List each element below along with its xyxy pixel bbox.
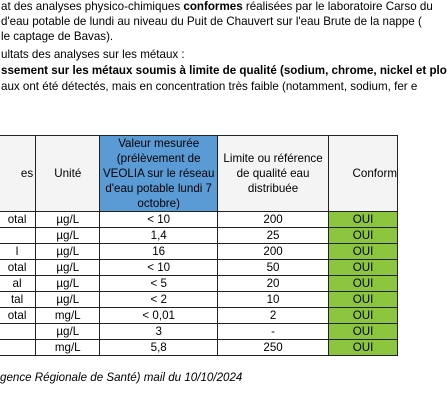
row-unit: µg/L <box>36 260 100 276</box>
intro-line-4: ultats des analyses sur les métaux : <box>1 48 185 61</box>
table-row <box>0 244 398 260</box>
row-limit: 200 <box>218 244 329 260</box>
row-unit: µg/L <box>36 244 100 260</box>
intro-line-5: ssement sur les métaux soumis à limite de qualité (sodium, chrome, nickel et plo <box>1 64 447 77</box>
row-unit: µg/L <box>36 292 100 308</box>
row-measured-value: 16 <box>100 244 218 260</box>
row-conform-badge: OUI <box>329 308 398 324</box>
row-parameter <box>0 228 36 244</box>
row-limit: 50 <box>218 260 329 276</box>
table-row <box>0 324 398 340</box>
row-limit: 250 <box>218 340 329 356</box>
row-limit: 10 <box>218 292 329 308</box>
intro-line-1 <box>1 0 433 14</box>
row-conform-badge: OUI <box>329 260 398 276</box>
row-unit: µg/L <box>36 212 100 228</box>
intro-line-6: aux ont été détectés, mais en concentration très faible (notamment, sodium, fer e <box>1 80 418 93</box>
table-row <box>0 340 398 356</box>
row-limit: 2 <box>218 308 329 324</box>
row-measured-value: 3 <box>100 324 218 340</box>
table-row <box>0 212 398 228</box>
row-conform-badge: OUI <box>329 324 398 340</box>
row-measured-value: < 2 <box>100 292 218 308</box>
table-row <box>0 308 398 324</box>
row-parameter: otal <box>0 308 36 324</box>
row-measured-value: < 10 <box>100 260 218 276</box>
row-parameter: al <box>0 276 36 292</box>
row-measured-value: 1,4 <box>100 228 218 244</box>
row-parameter: otal <box>0 212 36 228</box>
row-limit: 20 <box>218 276 329 292</box>
intro-line-1-suffix: réalisées par le laboratoire Carso du <box>242 0 433 13</box>
header-unit: Unité <box>36 136 100 212</box>
header-measured-value: Valeur mesurée (prélèvement de VEOLIA sur le réseau d'eau potable lundi 7 octobre) <box>100 136 218 212</box>
row-conform-badge: OUI <box>329 276 398 292</box>
row-measured-value: 5,8 <box>100 340 218 356</box>
row-measured-value: < 5 <box>100 276 218 292</box>
row-unit: µg/L <box>36 228 100 244</box>
row-parameter <box>0 324 36 340</box>
table-row <box>0 276 398 292</box>
row-unit: µg/L <box>36 276 100 292</box>
header-parameter: es <box>0 136 36 212</box>
row-parameter <box>0 340 36 356</box>
row-conform-badge: OUI <box>329 212 398 228</box>
row-parameter: otal <box>0 260 36 276</box>
intro-conformes: conformes <box>183 0 243 13</box>
intro-line-3: le captage de Bavas). <box>1 30 114 43</box>
table-row <box>0 292 398 308</box>
table-header-row <box>0 136 398 212</box>
row-conform-badge: OUI <box>329 340 398 356</box>
results-table <box>0 135 398 356</box>
table-row <box>0 260 398 276</box>
row-unit: µg/L <box>36 324 100 340</box>
row-unit: mg/L <box>36 340 100 356</box>
row-conform-badge: OUI <box>329 228 398 244</box>
row-limit: 200 <box>218 212 329 228</box>
row-parameter: tal <box>0 292 36 308</box>
header-conform: Conform <box>329 136 398 212</box>
intro-line-2: d'eau potable de lundi au niveau du Puit de Chauvert sur l'eau Brute de la nappe ( <box>1 15 422 28</box>
row-measured-value: < 10 <box>100 212 218 228</box>
row-parameter: l <box>0 244 36 260</box>
intro-line-1-prefix: at des analyses physico-chimiques <box>1 0 184 13</box>
row-conform-badge: OUI <box>329 292 398 308</box>
row-conform-badge: OUI <box>329 244 398 260</box>
row-measured-value: < 0,01 <box>100 308 218 324</box>
table-row <box>0 228 398 244</box>
row-limit: 25 <box>218 228 329 244</box>
source-footnote: gence Régionale de Santé) mail du 10/10/2024 <box>0 371 243 384</box>
row-limit: - <box>218 324 329 340</box>
header-quality-limit: Limite ou référence de qualité eau distribuée <box>218 136 329 212</box>
row-unit: mg/L <box>36 308 100 324</box>
